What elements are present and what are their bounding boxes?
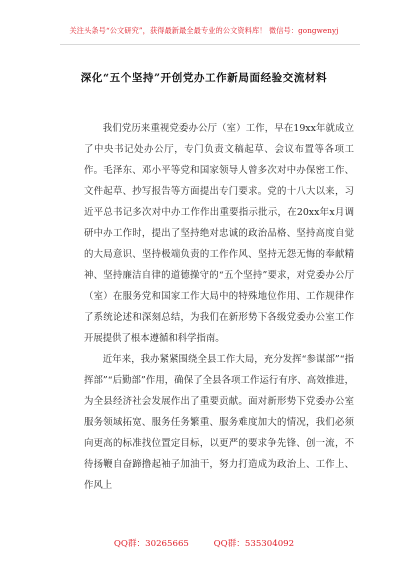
footer	[0, 537, 408, 549]
footer-qq-left: QQ群：30265665	[113, 539, 189, 549]
body-paragraph: 我们党历来重视党委办公厅（室）工作，早在19xx年就成立了中央书记处办公厅，专门负责文稿起草、会议布置等各项工作。毛泽东、邓小平等党和国家领导人曾多次对中办保密工作、文件起草、抄写报告等方面提出专门要求。党的十八大以来，习近平总书记多次对中办工作作出重要指示批示，在20xx年x月调研中办工作时，提出了坚持绝对忠诚的政治品格、坚持高度自觉的大局意识、坚持极端负责的工作作风、坚持无怨无悔的奉献精神、坚持廉洁自律的道德操守的“五个坚持”要求，对党委办公厅（室）在服务党和国家工作大局中的特殊地位作用、工作规律作了系统论述和深刻总结，为我们在新形势下各级党委办公室工作开展提供了根本遵循和科学指南。	[84, 123, 354, 344]
footer-qq-right: QQ群：535304092	[213, 539, 295, 549]
header-divider	[60, 44, 360, 45]
header-note: 关注头条号“公文研究”，获得最新最全最专业的公文资料库！ 微信号：gongwenyj	[69, 26, 339, 35]
body-paragraph: 近年来，我办紧紧围绕全县工作大局，充分发挥“参谋部”“指挥部”“后勤部”作用，确保了全县各项工作运行有序、高效推进，为全县经济社会发展作出了重要贡献。面对新形势下党委办公室服务领域拓宽、服务任务繁重、服务难度加大的情况，我们必须向更高的标准找位置定目标，以更严的要求争先锋、创一流，不待扬鞭自奋蹄撸起袖子加油干，努力打造成为政治上、工作上、作风上	[84, 354, 354, 491]
document-title: 深化“五个坚持”开创党办工作新局面经验交流材料	[80, 72, 328, 84]
document-body	[84, 118, 354, 496]
